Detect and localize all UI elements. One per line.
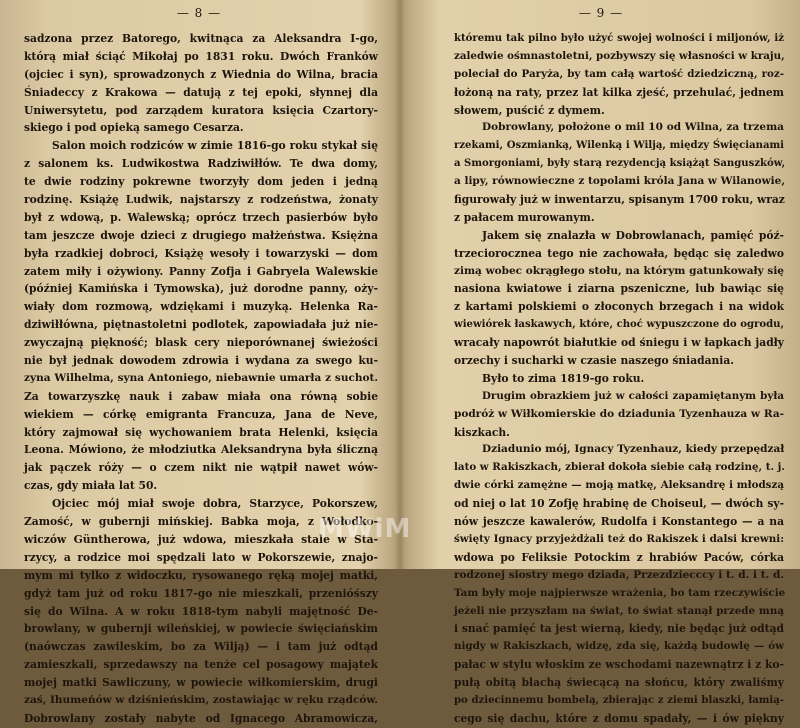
text-line: a Smorgoniami, były starą rezydencją książąt Sanguszków, xyxy=(454,158,786,170)
text-line: poleciał do Paryża, by tam całą wartość dziedziczną, roz- xyxy=(454,67,784,80)
text-line: Leona. Mówiono, że młodziutka Aleksandryna była śliczną xyxy=(24,443,378,457)
text-line: dziwiłłówna, piętnastoletni podlotek, zapowiadała już nie- xyxy=(24,318,378,332)
text-line: gdyż tam już od roku 1817-go nie mieszkali, przenióśszy xyxy=(24,586,378,600)
text-line: czas, gdy miała lat 50. xyxy=(24,479,158,493)
text-line: kiszkach. xyxy=(454,425,510,439)
text-line: tam jeszcze dwoje dzieci z drugiego małżeństwa. Księżna xyxy=(24,228,378,242)
text-line: święty Ignacy przyjeżdżali też do Rakiszek i dalsi krewni: xyxy=(454,532,784,545)
text-line: Śniadeccy z Krakowa — datują z tej epoki, słynnej dla xyxy=(24,85,378,99)
text-line: Tam były moje najpierwsze wrażenia, bo tam rzeczywiście xyxy=(454,586,786,599)
text-line: mojej matki Sawliczuny, w powiecie wiłkomierskim, drugi xyxy=(24,676,378,690)
text-line: Było to zima 1819-go roku. xyxy=(482,371,645,385)
text-line: rodzonej siostry mego dziada, Przezdziecccy i t. d. i t. d. xyxy=(454,568,784,581)
text-line: Zamość, w gubernji mińskiej. Babka moja, z Wołodko- xyxy=(24,515,378,529)
left-page xyxy=(0,0,398,725)
text-line: sadzona przez Batorego, kwitnąca za Aleksandra I-go, xyxy=(24,32,378,45)
text-line: z salonem ks. Ludwikostwa Radziwiłłów. Te dwa domy, xyxy=(24,157,378,171)
text-line: i snać pamięć ta jest wierną, kiedy, nie będąc już odtąd xyxy=(454,622,784,636)
text-line: była rzadkiej dobroci, Książę wesoły i towarzyski — dom xyxy=(24,246,378,260)
text-line: Dobrowlany, położone o mil 10 od Wilna, za trzema xyxy=(482,121,784,134)
text-line: z kartami polskiemi o złoconych brzegach i na widok xyxy=(454,300,784,314)
text-line: Uniwersytetu, pod zarządem kuratora księcia Czartory- xyxy=(24,103,378,117)
text-line: jak pączek róży — o czem nikt nie wątpił nawet wów- xyxy=(24,461,378,475)
text-line: Dziadunio mój, Ignacy Tyzenhauz, kiedy przepędzał xyxy=(482,443,785,456)
text-line: którą miał ściąć Mikołaj po 1831 roku. Dwóch Franków xyxy=(24,49,378,63)
text-line: Drugim obrazkiem już w całości zapamiętanym była xyxy=(482,389,784,402)
left-page-text xyxy=(24,30,378,728)
text-line: wiekiem — córkę emigranta Francuza, Jana de Neve, xyxy=(24,407,378,421)
text-line: pułą obitą blachą świecącą na słońcu, który zwaliśmy xyxy=(454,676,784,690)
watermark: MWiM xyxy=(318,514,412,544)
text-line: orzechy i sucharki w czasie naszego śniadania. xyxy=(454,354,734,368)
text-line: te dwie rodziny pokrewne tworzyły dom jeden i jedną xyxy=(24,175,378,189)
text-line: nów jeszcze kawalerów, Rudolfa i Konstantego — a na xyxy=(454,515,784,529)
page-number-left: — 8 — xyxy=(176,6,222,20)
text-line: rzekami, Oszmianką, Wilenką i Wilją, między Święcianami xyxy=(454,140,784,152)
text-line: zwyczajną piękność; blask cery nieporównanej świeżości xyxy=(24,336,378,350)
text-line: zyna Wilhelma, syna Antoniego, niebawnie umarła z suchot. xyxy=(24,371,378,384)
text-line: Salon moich rodziców w zimie 1816-go roku stykał się xyxy=(52,139,378,153)
text-line: był z wdową, p. Walewską; oprócz trzech pasierbów było xyxy=(24,210,378,224)
text-line: wiały dom rozmową, wdziękami i muzyką. Helenka Ra- xyxy=(24,300,378,314)
text-line: Jakem się znalazła w Dobrowlanach, pamięć póź- xyxy=(482,228,784,242)
text-line: a lipy, równowieczne z topolami króla Jana w Wilanowie, xyxy=(454,175,786,188)
page-number-right: — 9 — xyxy=(578,6,624,20)
text-line: nie był jednak dowodem zdrowia i wydana za swego ku- xyxy=(24,354,378,368)
text-line: jeżeli nie przyszłam na świat, to świat stanął przede mną xyxy=(454,604,784,617)
right-page xyxy=(402,0,800,725)
text-line: po dziecinnemu bombelą, zbierając z ziemi blaszki, łamią- xyxy=(454,694,784,706)
text-line: figurowały już w inwentarzu, spisanym 1700 roku, wraz xyxy=(454,193,785,207)
text-line: pałac w stylu włoskim ze wschodami nazewnątrz i z ko- xyxy=(454,658,784,672)
text-line: trzeciorocznea tego nie zachowała, będąc się zaledwo xyxy=(454,246,784,260)
text-line: się do Wilna. A w roku 1818-tym nabyli majętność De- xyxy=(24,604,378,618)
text-line: zaś, Ihumeńów w dziśnieńskim, zostawiając w ręku rządców. xyxy=(24,693,378,706)
text-line: lato w Rakiszkach, zbierał dokoła siebie całą rodzinę, t. j. xyxy=(454,461,785,474)
text-line: słowem, puścić z dymem. xyxy=(454,103,605,117)
text-line: rzycy, a rodzice moi spędzali lato w Pokorszewie, znajo- xyxy=(24,550,378,564)
text-line: browlany, w gubernji wileńskiej, w powiecie święciańskim xyxy=(24,622,378,636)
text-line: rodzinę. Książę Ludwik, najstarszy z rodzeństwa, żonaty xyxy=(24,193,378,207)
text-line: z pałacem murowanym. xyxy=(454,210,595,224)
text-line: zatem miły i ożywiony. Panny Zofja i Gabryela Walewskie xyxy=(24,264,378,278)
text-line: dwie córki zamężne — moją matkę, Aleksandrę i młodszą xyxy=(454,479,784,492)
text-line: wiczów Güntherowa, już wdowa, mieszkała stale w Sta- xyxy=(24,532,378,546)
text-line: Ojciec mój miał swoje dobra, Starzyce, Pokorszew, xyxy=(52,497,378,511)
text-line: podróż w Wiłkomierskie do dziadunia Tyzenhauza w Ra- xyxy=(454,407,784,420)
right-page-text xyxy=(454,30,784,728)
text-line: wiewiórek łaskawych, które, choć wypuszczone do ogrodu, xyxy=(454,319,784,331)
text-line: cego się dachu, które z domu spadały, — i ów piękny xyxy=(454,711,784,725)
text-line: wdowa po Feliksie Potockim z hrabiów Paców, córka xyxy=(454,550,784,564)
text-line: od niej o lat 10 Zofję hrabinę de Choiseul, — dwóch sy- xyxy=(454,497,784,511)
text-line: zamieszkali, sprzedawszy na tenże cel posagowy majątek xyxy=(24,658,378,672)
text-line: zimą wobec okrągłego stołu, na którym gatunkowały się xyxy=(454,264,784,277)
text-line: nasiona kwiatowe i ziarna pszeniczne, lub bawiąc się xyxy=(454,282,784,296)
text-line: wracały napowrót białutkie od śniegu i w łapkach jadły xyxy=(454,336,784,350)
text-line: (ojciec i syn), sprowadzonych z Wiednia do Wilna, bracia xyxy=(24,67,378,81)
text-line: któremu tak pilno było użyć swojej wolności i miljonów, iż xyxy=(454,33,784,44)
text-line: Za towarzyszkę nauk i zabaw miała ona równą sobie xyxy=(24,389,378,403)
text-line: zaledwie ośmnastoletni, pozbywszy się własności w kraju, xyxy=(454,49,785,62)
text-line: (później Kamińska i Tymowska), już dorodne panny, oży- xyxy=(24,282,378,296)
text-line: Dobrowlany zostały nabyte od Ignacego Abramowicza, xyxy=(24,711,378,725)
text-line: skiego i pod opieką samego Cesarza. xyxy=(24,121,244,135)
text-line: nigdy w Rakiszkach, widzę, zda się, każdą budowlę — ów xyxy=(454,640,784,653)
text-line: (naówczas zawileskim, bo za Wilją) — i tam już odtąd xyxy=(24,640,378,654)
text-line: łożoną na raty, przez lat kilka zjeść, przehulać, jednem xyxy=(454,85,784,99)
text-line: mym mi tylko z widoczku, rysowanego ręką mojej matki, xyxy=(24,568,378,582)
text-line: który zajmował się wychowaniem brata Helenki, księcia xyxy=(24,425,378,439)
